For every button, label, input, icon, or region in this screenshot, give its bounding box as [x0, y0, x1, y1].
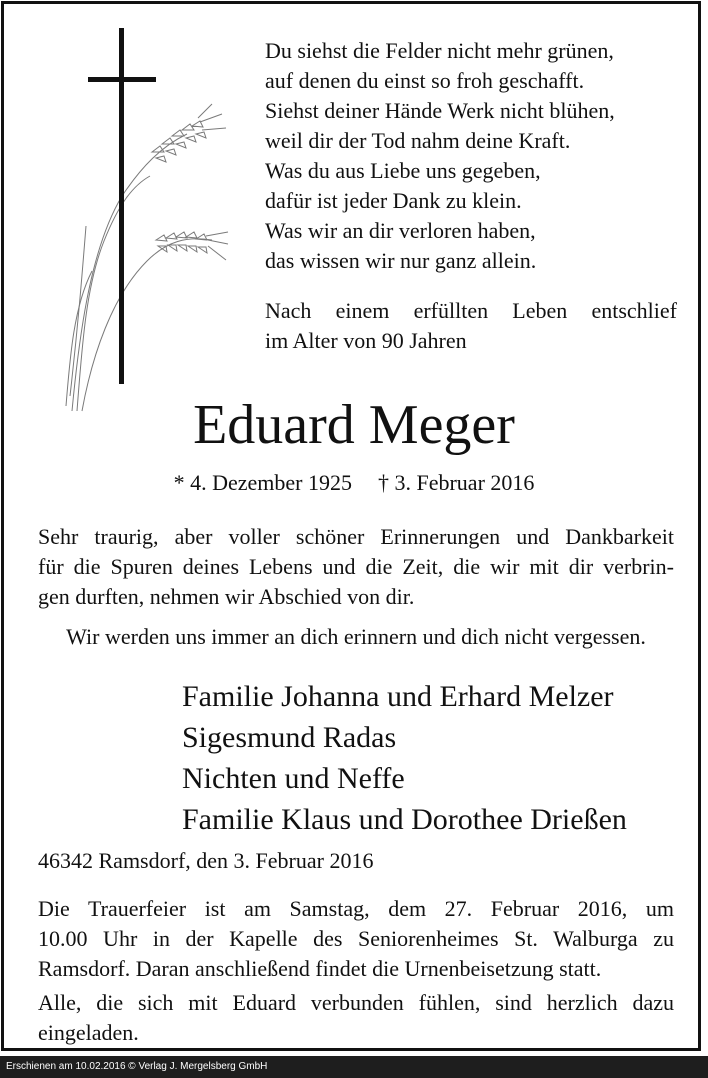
mourners-list	[182, 676, 627, 840]
mourner-name: Familie Klaus und Dorothee Drießen	[182, 803, 627, 836]
message-line: Sehr traurig, aber voller schöner Erinnerungen und Dankbarkeit	[38, 524, 674, 549]
intro-line: Nach einem erfüllten Leben entschlief	[265, 298, 677, 323]
ceremony-line: Ramsdorf. Daran anschließend findet die Urnenbeisetzung statt.	[38, 956, 602, 981]
upper-ear-icon	[152, 104, 226, 162]
poem-line: Du siehst die Felder nicht mehr grünen,	[265, 38, 614, 63]
ceremony-line: 10.00 Uhr in der Kapelle des Seniorenheimes St. Walburga zu	[38, 926, 674, 951]
death-date: † 3. Februar 2016	[377, 470, 535, 495]
cross-icon	[88, 28, 156, 384]
publication-footer: Erschienen am 10.02.2016 © Verlag J. Mergelsberg GmbH	[0, 1056, 708, 1078]
message-line: gen durften, nehmen wir Abschied von dir.	[38, 584, 415, 609]
ceremony-line: Die Trauerfeier ist am Samstag, dem 27. Februar 2016, um	[38, 896, 674, 921]
intro-text	[265, 296, 677, 356]
life-dates	[0, 468, 708, 498]
wheat-ears-icon	[66, 104, 228, 411]
invitation-line: Alle, die sich mit Eduard verbunden fühlen, sind herzlich dazu	[38, 990, 674, 1015]
invitation-line: eingeladen.	[38, 1020, 139, 1045]
poem-line: Was du aus Liebe uns gegeben,	[265, 158, 541, 183]
deceased-name: Eduard Meger	[193, 394, 515, 456]
cross-and-wheat-illustration	[52, 26, 242, 421]
message-line: für die Spuren deines Lebens und die Zeit, die wir mit dir verbrin-	[38, 554, 674, 579]
remember-text: Wir werden uns immer an dich erinnern und dich nicht vergessen.	[66, 624, 646, 649]
ceremony-details	[38, 894, 674, 984]
mourner-name: Familie Johanna und Erhard Melzer	[182, 680, 614, 713]
mourner-name: Nichten und Neffe	[182, 762, 405, 795]
birth-date: * 4. Dezember 1925	[173, 470, 352, 495]
place-and-date: 46342 Ramsdorf, den 3. Februar 2016	[38, 848, 374, 873]
poem-line: weil dir der Tod nahm deine Kraft.	[265, 128, 571, 153]
intro-line: im Alter von 90 Jahren	[265, 328, 467, 353]
poem	[265, 36, 677, 276]
poem-line: Was wir an dir verloren haben,	[265, 218, 536, 243]
poem-line: auf denen du einst so froh geschafft.	[265, 68, 585, 93]
poem-line: Siehst deiner Hände Werk nicht blühen,	[265, 98, 615, 123]
mourner-name: Sigesmund Radas	[182, 721, 397, 754]
poem-line: dafür ist jeder Dank zu klein.	[265, 188, 522, 213]
poem-line: das wissen wir nur ganz allein.	[265, 248, 537, 273]
farewell-message	[38, 522, 674, 612]
invitation-text	[38, 988, 674, 1048]
